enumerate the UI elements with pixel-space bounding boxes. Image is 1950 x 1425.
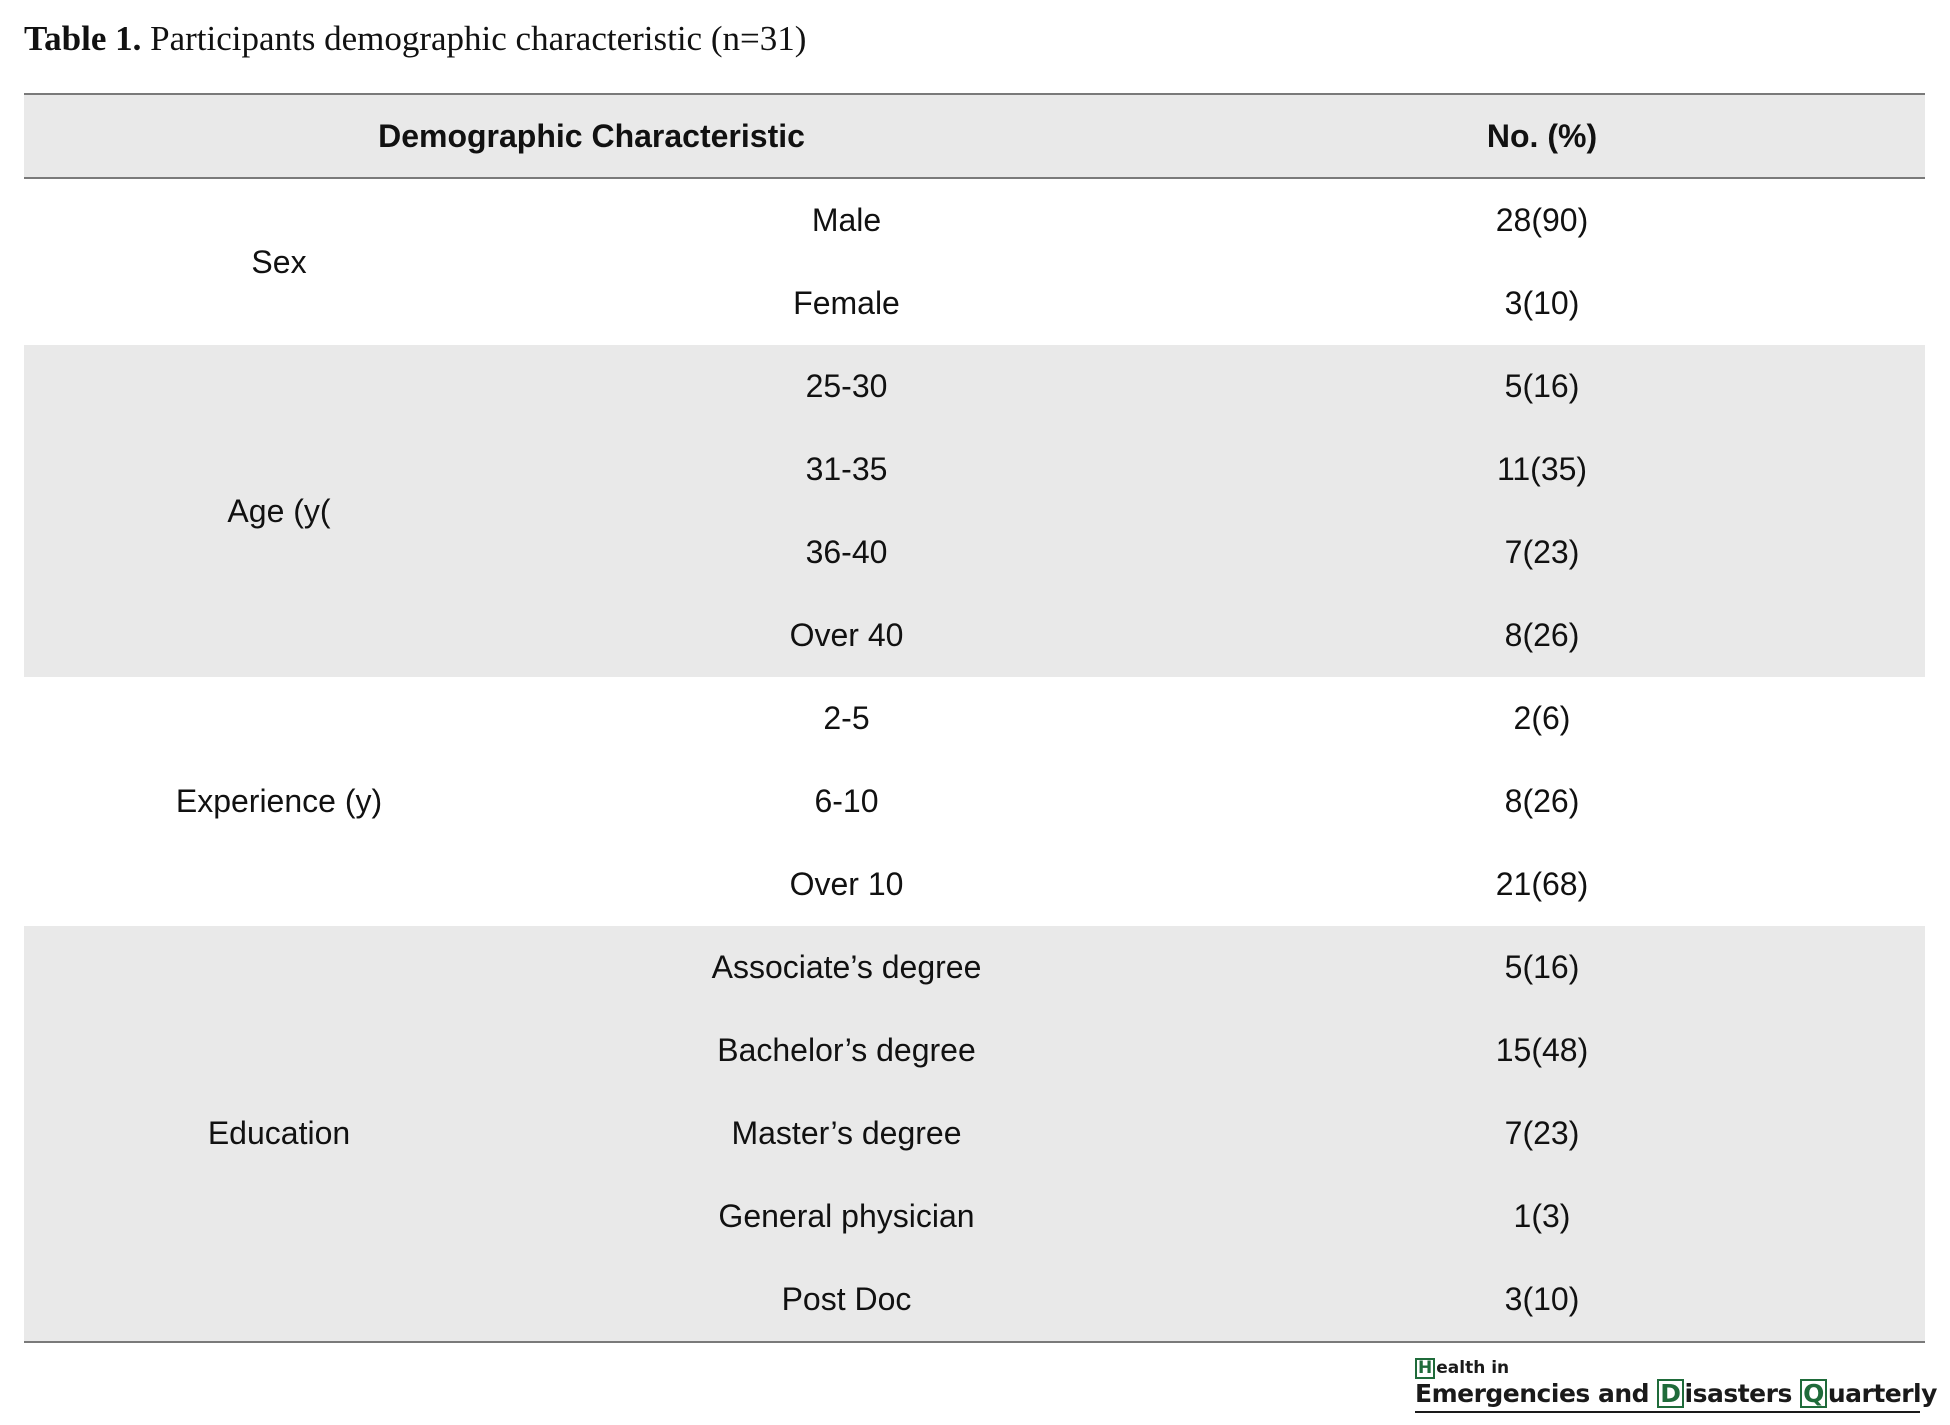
- logo-initial-q: Q: [1800, 1379, 1827, 1408]
- logo-word-disasters: isasters: [1684, 1379, 1801, 1408]
- header-no-percent: No. (%): [1159, 95, 1925, 178]
- value-cell: 1(3): [1159, 1175, 1925, 1258]
- category-cell: Female: [534, 262, 1159, 345]
- category-cell: Over 10: [534, 843, 1159, 926]
- group-experience: [24, 677, 1925, 926]
- value-cell: 5(16): [1159, 926, 1925, 1009]
- caption-text: Participants demographic characteristic (n=31): [150, 19, 807, 58]
- table-header-row: [24, 95, 1925, 178]
- journal-logo: [1415, 1358, 1937, 1420]
- caption-label: Table 1.: [24, 19, 142, 58]
- logo-line-2: [1415, 1379, 1937, 1409]
- group-label-sex: Sex: [24, 178, 534, 345]
- table-row: [24, 677, 1925, 760]
- category-cell: General physician: [534, 1175, 1159, 1258]
- header-demographic-characteristic: Demographic Characteristic: [24, 95, 1159, 178]
- category-cell: 31-35: [534, 428, 1159, 511]
- value-cell: 15(48): [1159, 1009, 1925, 1092]
- logo-initial-h: H: [1415, 1358, 1435, 1379]
- value-cell: 11(35): [1159, 428, 1925, 511]
- table-row: [24, 178, 1925, 262]
- table-caption: [24, 14, 806, 64]
- logo-word-quarterly: uarterly: [1827, 1379, 1937, 1408]
- table-row: [24, 926, 1925, 1009]
- category-cell: 6-10: [534, 760, 1159, 843]
- category-cell: Bachelor’s degree: [534, 1009, 1159, 1092]
- logo-initial-d: D: [1657, 1379, 1683, 1408]
- group-label-age: Age (y(: [24, 345, 534, 677]
- category-cell: Male: [534, 178, 1159, 262]
- category-cell: Post Doc: [534, 1258, 1159, 1341]
- group-label-experience: Experience (y): [24, 677, 534, 926]
- demographics-table: [24, 93, 1925, 1343]
- value-cell: 28(90): [1159, 178, 1925, 262]
- logo-word-emergencies: Emergencies and: [1415, 1379, 1658, 1408]
- category-cell: 2-5: [534, 677, 1159, 760]
- category-cell: Master’s degree: [534, 1092, 1159, 1175]
- logo-line1-rest: ealth in: [1436, 1358, 1510, 1378]
- table-row: [24, 345, 1925, 428]
- value-cell: 3(10): [1159, 262, 1925, 345]
- value-cell: 5(16): [1159, 345, 1925, 428]
- value-cell: 7(23): [1159, 511, 1925, 594]
- value-cell: 8(26): [1159, 594, 1925, 677]
- logo-underline: [1415, 1411, 1920, 1413]
- value-cell: 7(23): [1159, 1092, 1925, 1175]
- group-education: [24, 926, 1925, 1341]
- value-cell: 21(68): [1159, 843, 1925, 926]
- value-cell: 8(26): [1159, 760, 1925, 843]
- group-age: [24, 345, 1925, 677]
- category-cell: 36-40: [534, 511, 1159, 594]
- group-label-education: Education: [24, 926, 534, 1341]
- logo-line-1: [1415, 1358, 1925, 1379]
- category-cell: 25-30: [534, 345, 1159, 428]
- category-cell: Associate’s degree: [534, 926, 1159, 1009]
- value-cell: 2(6): [1159, 677, 1925, 760]
- group-sex: [24, 178, 1925, 345]
- category-cell: Over 40: [534, 594, 1159, 677]
- value-cell: 3(10): [1159, 1258, 1925, 1341]
